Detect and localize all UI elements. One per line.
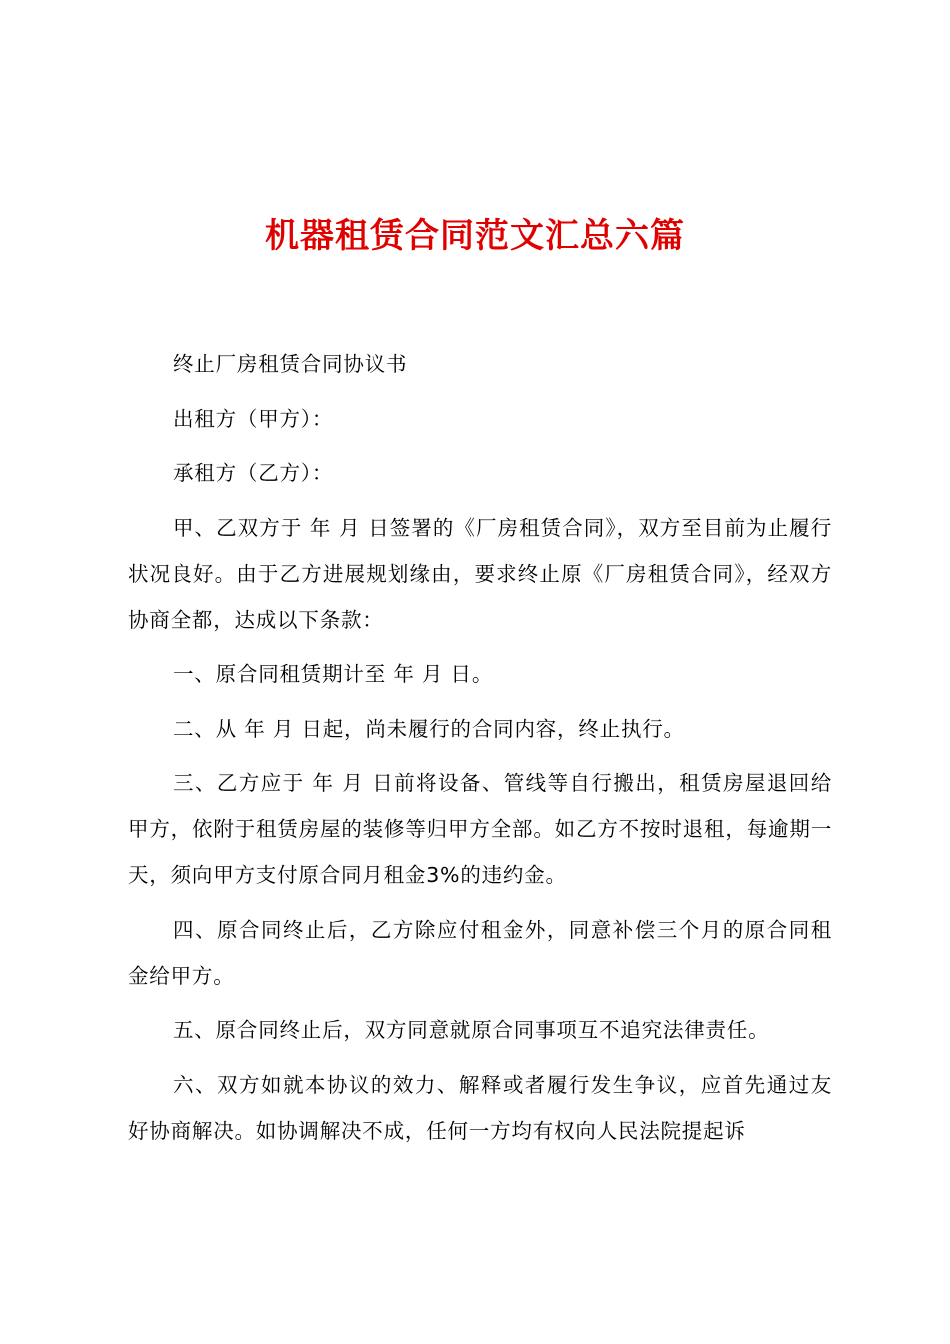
paragraph-preamble: 甲、乙双方于 年 月 日签署的《厂房租赁合同》，双方至目前为止履行状况良好。由于乙方进展规划缘由，要求终止原《厂房租赁合同》，经双方协商全都，达成以下条款： xyxy=(128,515,832,632)
paragraph-clause-2: 二、从 年 月 日起，尚未履行的合同内容，终止执行。 xyxy=(173,716,685,741)
paragraph-lessee: 承租方（乙方）： xyxy=(173,461,334,485)
paragraph-clause-3: 三、乙方应于 年 月 日前将设备、管线等自行搬出，租赁房屋退回给甲方，依附于租赁房屋的装修等归甲方全部。如乙方不按时退租，每逾期一天，须向甲方支付原合同月租金3%的违约金。 xyxy=(128,771,832,887)
document-title: 机器租赁合同范文汇总六篇 xyxy=(265,216,685,256)
paragraph-lessor: 出租方（甲方）： xyxy=(173,406,334,431)
paragraph-clause-1: 一、原合同租赁期计至 年 月 日。 xyxy=(173,662,494,686)
document-body xyxy=(128,341,832,1154)
paragraph-clause-6: 六、双方如就本协议的效力、解释或者履行发生争议，应首先通过友好协商解决。如协调解决不成，任何一方均有权向人民法院提起诉 xyxy=(128,1072,832,1143)
paragraph-clause-4: 四、原合同终止后，乙方除应付租金外，同意补偿三个月的原合同租金给甲方。 xyxy=(128,917,832,988)
paragraph-agreement-heading: 终止厂房租赁合同协议书 xyxy=(173,352,408,376)
paragraph-clause-5: 五、原合同终止后，双方同意就原合同事项互不追究法律责任。 xyxy=(173,1018,770,1042)
